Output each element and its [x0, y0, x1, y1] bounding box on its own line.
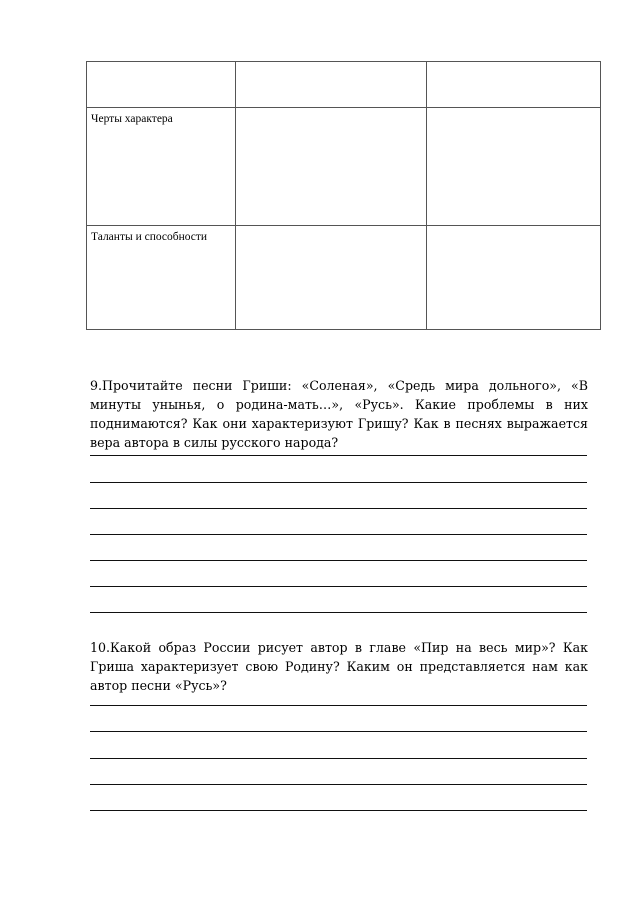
answer-line[interactable] — [90, 705, 587, 706]
table-cell[interactable] — [427, 226, 601, 330]
table-row — [87, 108, 601, 226]
table-row — [87, 226, 601, 330]
answer-line[interactable] — [90, 731, 587, 732]
answer-line[interactable] — [90, 455, 587, 456]
answer-line[interactable] — [90, 534, 587, 535]
row-label-traits: Черты характера — [87, 108, 236, 226]
answer-line[interactable] — [90, 560, 587, 561]
answer-line[interactable] — [90, 508, 587, 509]
table-cell — [87, 62, 236, 108]
answer-line[interactable] — [90, 612, 587, 613]
question-9: 9.Прочитайте песни Гриши: «Соленая», «Средь мира дольного», «В минуты унынья, о родина-мать…», «Русь». Какие проблемы в них поднимаются? Как они характеризуют Гришу? Как в песнях выражается вера автора в силы русского народа? — [90, 378, 588, 450]
table-cell[interactable] — [236, 108, 427, 226]
table-row — [87, 62, 601, 108]
answer-line[interactable] — [90, 784, 587, 785]
row-label-talents: Таланты и способности — [87, 226, 236, 330]
table-cell[interactable] — [427, 62, 601, 108]
question-10: 10.Какой образ России рисует автор в главе «Пир на весь мир»? Как Гриша характеризует свою Родину? Каким он представляется нам как автор песни «Русь»? — [90, 640, 588, 693]
answer-line[interactable] — [90, 758, 587, 759]
answer-line[interactable] — [90, 810, 587, 811]
table-cell[interactable] — [236, 62, 427, 108]
answer-line[interactable] — [90, 482, 587, 483]
table-cell[interactable] — [236, 226, 427, 330]
table-cell[interactable] — [427, 108, 601, 226]
answer-line[interactable] — [90, 586, 587, 587]
character-table — [86, 61, 601, 330]
